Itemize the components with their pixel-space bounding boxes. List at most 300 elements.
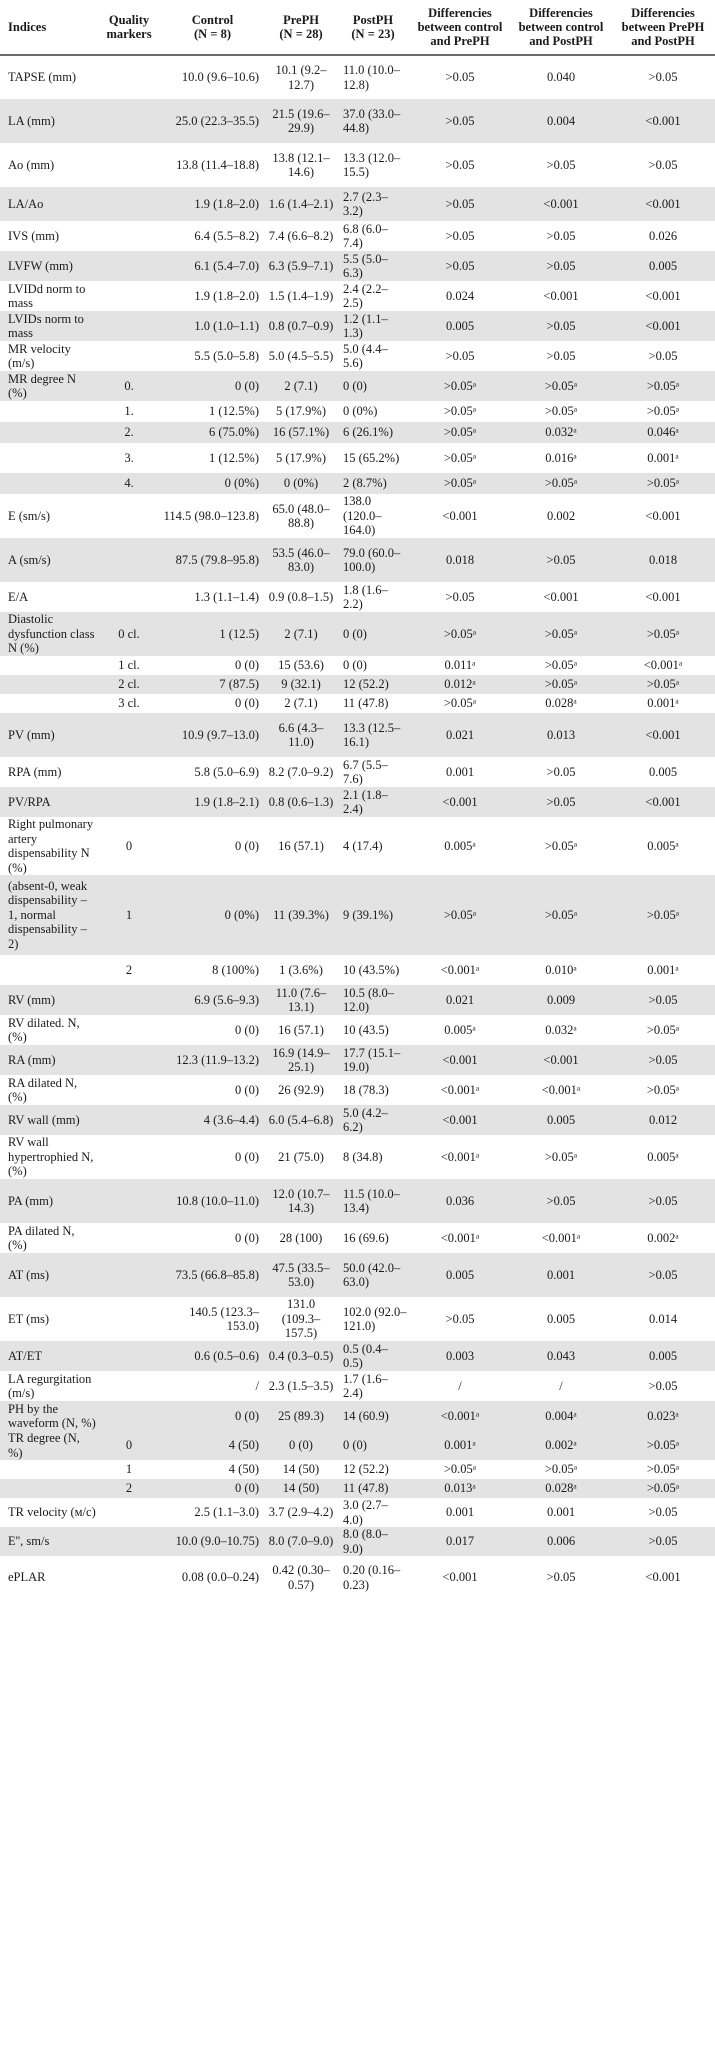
row-preph-cell: 9 (32.1) — [281, 677, 321, 692]
row-quality-cell — [98, 1527, 160, 1556]
row-index-cell: RA (mm) — [8, 1052, 56, 1067]
row-preph-cell: 16 (57.1) — [278, 1022, 324, 1037]
table-row — [0, 1401, 715, 1431]
row-diff-control-postph-cell: 0.005 — [546, 1311, 576, 1326]
row-preph-cell: 0 (0) — [289, 1438, 313, 1453]
row-index-cell — [0, 443, 98, 473]
row-diff-preph-postph-cell: <0.001 — [645, 113, 681, 128]
row-preph-cell: 0.9 (0.8–1.5) — [268, 589, 334, 604]
row-diff-control-preph-cell: 0.024 — [445, 288, 475, 303]
row-diff-preph-postph-cell: <0.001 — [645, 794, 681, 809]
table-row — [0, 1297, 715, 1341]
row-diff-preph-postph-cell: 0.012 — [648, 1112, 678, 1127]
table-row — [0, 311, 715, 341]
row-postph-cell: 37.0 (33.0–44.8) — [343, 106, 401, 135]
row-preph-cell: 131.0 (109.3–157.5) — [281, 1297, 321, 1341]
row-quality-cell: 2 — [125, 1481, 133, 1496]
row-diff-control-postph-cell: 0.032ᵃ — [545, 425, 577, 440]
row-diff-preph-postph-cell: >0.05ᵃ — [646, 907, 680, 922]
row-diff-preph-postph-cell: >0.05ᵃ — [646, 404, 680, 419]
row-diff-control-postph-cell: <0.001 — [543, 196, 579, 211]
row-quality-cell: 3 cl. — [118, 696, 140, 711]
row-quality-cell — [98, 757, 160, 787]
row-diff-control-preph-cell: 0.036 — [445, 1193, 475, 1208]
row-quality-cell — [98, 1179, 160, 1223]
row-postph-cell: 6.8 (6.0–7.4) — [343, 221, 388, 250]
row-control-cell: 0.6 (0.5–0.6) — [194, 1348, 259, 1363]
row-index-cell: LVIDd norm to mass — [8, 281, 86, 310]
header-preph — [265, 0, 337, 55]
row-diff-control-postph-cell: >0.05ᵃ — [544, 378, 578, 393]
row-postph-cell: 10 (43.5%) — [343, 962, 400, 977]
row-preph-cell: 1.6 (1.4–2.1) — [268, 196, 334, 211]
row-index-cell: LVIDs norm to mass — [8, 311, 84, 340]
table-row — [0, 221, 715, 251]
row-diff-control-preph-cell: <0.001ᵃ — [440, 1408, 480, 1423]
row-quality-cell — [98, 311, 160, 341]
row-quality-cell: 4. — [124, 476, 134, 491]
row-diff-control-preph-cell: >0.05 — [445, 70, 475, 85]
row-diff-control-preph-cell: <0.001ᵃ — [440, 1082, 480, 1097]
row-diff-control-preph-cell: >0.05ᵃ — [443, 378, 477, 393]
row-postph-cell: 0 (0) — [343, 658, 367, 673]
row-diff-preph-postph-cell: >0.05 — [648, 348, 678, 363]
row-preph-cell: 47.5 (33.5–53.0) — [272, 1260, 330, 1289]
row-quality-cell — [98, 1371, 160, 1401]
row-diff-control-preph-cell: <0.001 — [442, 794, 478, 809]
row-diff-control-postph-cell: <0.001 — [543, 1052, 579, 1067]
row-index-cell: PA dilated N, (%) — [8, 1223, 75, 1252]
row-diff-preph-postph-cell: 0.005 — [648, 764, 678, 779]
row-index-cell — [0, 1460, 98, 1479]
row-postph-cell: 2.1 (1.8–2.4) — [343, 787, 388, 816]
row-diff-control-preph-cell: >0.05 — [445, 228, 475, 243]
table-row — [0, 341, 715, 371]
table-row — [0, 757, 715, 787]
table-row — [0, 1479, 715, 1498]
row-postph-cell: 11.0 (10.0–12.8) — [343, 63, 400, 92]
row-control-cell: 1 (12.5%) — [209, 450, 259, 465]
row-quality-cell — [98, 713, 160, 757]
row-diff-control-postph-cell: 0.032ᵃ — [545, 1022, 577, 1037]
row-quality-cell — [98, 1045, 160, 1075]
table-row — [0, 713, 715, 757]
row-diff-control-preph-cell: 0.021 — [445, 992, 475, 1007]
row-control-cell: 0 (0) — [235, 658, 259, 673]
row-diff-preph-postph-cell: >0.05 — [648, 1505, 678, 1520]
row-diff-preph-postph-cell: >0.05ᵃ — [646, 677, 680, 692]
row-index-cell: RV wall hypertrophied N, (%) — [8, 1135, 94, 1179]
row-diff-control-postph-cell: >0.05ᵃ — [544, 1149, 578, 1164]
row-index-cell: IVS (mm) — [8, 228, 60, 243]
row-index-cell — [0, 473, 98, 494]
row-control-cell: 10.9 (9.7–13.0) — [181, 727, 259, 742]
row-quality-cell — [98, 538, 160, 582]
row-preph-cell: 21.5 (19.6–29.9) — [272, 106, 330, 135]
table-row — [0, 694, 715, 713]
row-postph-cell: 11 (47.8) — [343, 1481, 389, 1496]
row-diff-control-postph-cell: >0.05 — [546, 157, 576, 172]
row-index-cell: LA regurgitation (m/s) — [8, 1371, 92, 1400]
row-diff-control-preph-cell: 0.003 — [445, 1348, 475, 1363]
header-control-n: (N = 8) — [194, 27, 231, 41]
row-diff-control-postph-cell: <0.001ᵃ — [541, 1082, 581, 1097]
row-preph-cell: 12.0 (10.7–14.3) — [272, 1186, 330, 1215]
row-diff-control-preph-cell: 0.011ᵃ — [444, 658, 476, 673]
row-diff-preph-postph-cell: <0.001 — [645, 196, 681, 211]
row-preph-cell: 13.8 (12.1–14.6) — [272, 150, 330, 179]
row-quality-cell — [98, 1253, 160, 1297]
row-preph-cell: 3.7 (2.9–4.2) — [268, 1505, 334, 1520]
row-diff-control-preph-cell: >0.05 — [445, 348, 475, 363]
row-postph-cell: 10.5 (8.0–12.0) — [343, 985, 395, 1014]
row-diff-control-postph-cell: 0.004 — [546, 113, 576, 128]
row-diff-preph-postph-cell: 0.001ᵃ — [647, 696, 679, 711]
table-row — [0, 675, 715, 694]
row-diff-preph-postph-cell: <0.001ᵃ — [643, 658, 683, 673]
table-row — [0, 612, 715, 656]
row-preph-cell: 16.9 (14.9–25.1) — [272, 1045, 330, 1074]
row-quality-cell — [98, 55, 160, 99]
row-diff-preph-postph-cell: 0.026 — [648, 228, 678, 243]
row-diff-control-preph-cell: >0.05 — [445, 258, 475, 273]
row-diff-control-postph-cell: >0.05 — [546, 794, 576, 809]
row-diff-control-preph-cell: 0.005 — [445, 318, 475, 333]
row-control-cell: 10.8 (10.0–11.0) — [176, 1193, 259, 1208]
row-preph-cell: 6.6 (4.3–11.0) — [278, 720, 324, 749]
row-control-cell: 0 (0) — [235, 1408, 259, 1423]
row-quality-cell: 0 cl. — [118, 626, 140, 641]
table-row — [0, 1135, 715, 1179]
row-preph-cell: 0.42 (0.30–0.57) — [272, 1563, 330, 1592]
row-postph-cell: 5.5 (5.0–6.3) — [343, 251, 388, 280]
row-preph-cell: 6.3 (5.9–7.1) — [268, 258, 334, 273]
row-diff-preph-postph-cell: >0.05ᵃ — [646, 1022, 680, 1037]
row-control-cell: 13.8 (11.4–18.8) — [176, 157, 259, 172]
row-control-cell: 0 (0%) — [224, 907, 259, 922]
row-diff-control-postph-cell: / — [559, 1378, 563, 1393]
row-diff-control-postph-cell: >0.05 — [546, 318, 576, 333]
row-postph-cell: 0.5 (0.4–0.5) — [343, 1341, 388, 1370]
row-control-cell: 4 (50) — [228, 1462, 259, 1477]
row-diff-control-preph-cell: <0.001 — [442, 1112, 478, 1127]
row-diff-preph-postph-cell: >0.05ᵃ — [646, 1481, 680, 1496]
row-diff-preph-postph-cell: >0.05ᵃ — [646, 476, 680, 491]
row-diff-control-preph-cell: >0.05ᵃ — [443, 450, 477, 465]
row-postph-cell: 11.5 (10.0–13.4) — [343, 1186, 400, 1215]
table-row — [0, 538, 715, 582]
row-quality-cell — [98, 1075, 160, 1105]
row-diff-control-postph-cell: >0.05ᵃ — [544, 677, 578, 692]
row-quality-cell — [98, 1297, 160, 1341]
row-diff-preph-postph-cell: >0.05ᵃ — [646, 378, 680, 393]
row-diff-control-postph-cell: 0.028ᵃ — [545, 1481, 577, 1496]
row-preph-cell: 6.0 (5.4–6.8) — [268, 1112, 334, 1127]
row-control-cell: 87.5 (79.8–95.8) — [175, 552, 259, 567]
row-quality-cell: 1 — [125, 1462, 133, 1477]
row-postph-cell: 1.8 (1.6–2.2) — [343, 582, 388, 611]
row-index-cell: ePLAR — [8, 1570, 46, 1585]
row-index-cell: E/A — [8, 589, 29, 604]
row-postph-cell: 14 (60.9) — [343, 1408, 389, 1423]
table-row — [0, 875, 715, 955]
row-index-cell: PA (mm) — [8, 1193, 54, 1208]
row-preph-cell: 5 (17.9%) — [276, 404, 326, 419]
table-row — [0, 443, 715, 473]
row-diff-control-postph-cell: 0.002ᵃ — [545, 1438, 577, 1453]
table-row — [0, 143, 715, 187]
row-index-cell: ET (ms) — [8, 1311, 50, 1326]
row-diff-control-postph-cell: >0.05ᵃ — [544, 1462, 578, 1477]
row-preph-cell: 21 (75.0) — [278, 1149, 324, 1164]
row-diff-preph-postph-cell: <0.001 — [645, 318, 681, 333]
row-diff-control-postph-cell: 0.009 — [546, 992, 576, 1007]
row-index-cell — [0, 656, 98, 675]
row-postph-cell: 6 (26.1%) — [343, 425, 393, 440]
row-index-cell: TR degree (N, %) — [8, 1431, 80, 1460]
row-diff-control-preph-cell: 0.013ᵃ — [444, 1481, 476, 1496]
row-diff-control-preph-cell: >0.05ᵃ — [443, 476, 477, 491]
row-diff-preph-postph-cell: 0.046ᵃ — [647, 425, 679, 440]
row-index-cell: AT (ms) — [8, 1267, 50, 1282]
row-diff-preph-postph-cell: >0.05 — [648, 1193, 678, 1208]
row-preph-cell: 1 (3.6%) — [279, 962, 323, 977]
header-quality: Quality markers — [106, 13, 152, 41]
row-control-cell: 0 (0) — [235, 1481, 259, 1496]
row-diff-preph-postph-cell: >0.05 — [648, 992, 678, 1007]
table-row — [0, 1015, 715, 1045]
row-index-cell: RV (mm) — [8, 992, 56, 1007]
table-row — [0, 281, 715, 311]
table-row — [0, 1045, 715, 1075]
row-index-cell: TAPSE (mm) — [8, 70, 77, 85]
row-postph-cell: 18 (78.3) — [343, 1082, 389, 1097]
row-diff-control-postph-cell: <0.001 — [543, 589, 579, 604]
row-postph-cell: 138.0 (120.0–164.0) — [343, 494, 382, 538]
row-diff-control-postph-cell: 0.043 — [546, 1348, 576, 1363]
row-postph-cell: 6.7 (5.5–7.6) — [343, 757, 388, 786]
row-control-cell: 1 (12.5) — [219, 626, 259, 641]
row-diff-preph-postph-cell: >0.05 — [648, 1534, 678, 1549]
row-postph-cell: 0 (0) — [343, 378, 367, 393]
row-quality-cell: 0 — [125, 838, 133, 853]
row-diff-preph-postph-cell: <0.001 — [645, 589, 681, 604]
row-index-cell: TR velocity (м/с) — [8, 1505, 96, 1520]
row-quality-cell — [98, 221, 160, 251]
row-quality-cell: 1 — [125, 907, 133, 922]
row-quality-cell: 2 — [125, 962, 133, 977]
row-diff-control-postph-cell: 0.013 — [546, 727, 576, 742]
row-control-cell: 7 (87.5) — [219, 677, 259, 692]
row-diff-control-preph-cell: <0.001ᵃ — [440, 1230, 480, 1245]
row-diff-control-preph-cell: >0.05 — [445, 157, 475, 172]
row-postph-cell: 8.0 (8.0–9.0) — [343, 1527, 388, 1556]
row-control-cell: 0 (0) — [235, 1230, 259, 1245]
row-index-cell: PV (mm) — [8, 727, 55, 742]
row-postph-cell: 13.3 (12.5–16.1) — [343, 720, 401, 749]
row-diff-control-preph-cell: >0.05ᵃ — [443, 696, 477, 711]
row-diff-control-preph-cell: <0.001 — [442, 1052, 478, 1067]
row-quality-cell — [98, 281, 160, 311]
row-postph-cell: 15 (65.2%) — [343, 450, 400, 465]
row-diff-control-postph-cell: 0.001 — [546, 1267, 576, 1282]
row-postph-cell: 1.7 (1.6–2.4) — [343, 1371, 388, 1400]
row-index-cell — [0, 1479, 98, 1498]
table-row — [0, 1460, 715, 1479]
row-diff-control-preph-cell: 0.005 — [445, 1267, 475, 1282]
row-postph-cell: 50.0 (42.0–63.0) — [343, 1260, 401, 1289]
row-diff-preph-postph-cell: >0.05 — [648, 157, 678, 172]
row-control-cell: 10.0 (9.6–10.6) — [181, 70, 259, 85]
row-quality-cell — [98, 1015, 160, 1045]
row-diff-control-postph-cell: <0.001ᵃ — [541, 1230, 581, 1245]
row-diff-preph-postph-cell: 0.005ᵃ — [647, 1149, 679, 1164]
row-index-cell: LA/Ao — [8, 196, 44, 211]
row-control-cell: 4 (3.6–4.4) — [203, 1112, 259, 1127]
row-index-cell — [0, 955, 98, 985]
row-postph-cell: 2.4 (2.2–2.5) — [343, 281, 388, 310]
row-diff-preph-postph-cell: 0.014 — [648, 1311, 678, 1326]
row-diff-control-postph-cell: >0.05ᵃ — [544, 838, 578, 853]
row-diff-control-postph-cell: >0.05 — [546, 258, 576, 273]
row-diff-control-preph-cell: 0.012ᵃ — [444, 677, 476, 692]
row-control-cell: 5.8 (5.0–6.9) — [194, 764, 259, 779]
row-postph-cell: 5.0 (4.2–6.2) — [343, 1105, 388, 1134]
row-postph-cell: 10 (43.5) — [343, 1022, 389, 1037]
row-quality-cell — [98, 787, 160, 817]
row-index-cell: Diastolic dysfunction class N (%) — [8, 612, 95, 656]
row-diff-preph-postph-cell: <0.001 — [645, 288, 681, 303]
row-preph-cell: 65.0 (48.0–88.8) — [272, 501, 330, 530]
row-quality-cell — [98, 494, 160, 538]
row-diff-control-preph-cell: 0.018 — [445, 552, 475, 567]
row-quality-cell — [98, 187, 160, 221]
row-preph-cell: 2 (7.1) — [284, 696, 318, 711]
row-preph-cell: 10.1 (9.2–12.7) — [275, 63, 327, 92]
row-preph-cell: 5.0 (4.5–5.5) — [268, 348, 334, 363]
table-row — [0, 1223, 715, 1253]
row-index-cell — [0, 401, 98, 422]
row-preph-cell: 14 (50) — [282, 1481, 320, 1496]
row-index-cell: PH by the waveform (N, %) — [8, 1401, 96, 1430]
row-quality-cell — [98, 1556, 160, 1599]
row-preph-cell: 0.8 (0.6–1.3) — [268, 794, 334, 809]
row-diff-control-postph-cell: >0.05 — [546, 1193, 576, 1208]
row-index-cell: MR velocity (m/s) — [8, 341, 71, 370]
row-control-cell: 6.4 (5.5–8.2) — [194, 228, 259, 243]
row-postph-cell: 9 (39.1%) — [343, 907, 393, 922]
row-diff-control-postph-cell: >0.05 — [546, 228, 576, 243]
row-diff-preph-postph-cell: 0.005 — [648, 1348, 678, 1363]
table-row — [0, 1371, 715, 1401]
row-diff-control-postph-cell: >0.05 — [546, 764, 576, 779]
row-preph-cell: 11.0 (7.6–13.1) — [275, 985, 327, 1014]
row-diff-control-preph-cell: >0.05ᵃ — [443, 404, 477, 419]
table-row — [0, 401, 715, 422]
row-postph-cell: 0 (0) — [343, 1438, 367, 1453]
row-diff-control-preph-cell: / — [458, 1378, 462, 1393]
row-postph-cell: 79.0 (60.0–100.0) — [343, 545, 401, 574]
row-quality-cell: 3. — [124, 450, 134, 465]
row-postph-cell: 4 (17.4) — [343, 838, 383, 853]
row-diff-preph-postph-cell: 0.001ᵃ — [647, 962, 679, 977]
row-preph-cell: 0.4 (0.3–0.5) — [268, 1348, 334, 1363]
row-control-cell: 6.9 (5.6–9.3) — [194, 992, 259, 1007]
row-diff-control-postph-cell: 0.005 — [546, 1112, 576, 1127]
header-indices: Indices — [8, 20, 47, 34]
row-preph-cell: 0.8 (0.7–0.9) — [268, 318, 334, 333]
row-preph-cell: 5 (17.9%) — [276, 450, 326, 465]
row-preph-cell: 53.5 (46.0–83.0) — [272, 545, 330, 574]
table-row — [0, 371, 715, 401]
row-control-cell: 10.0 (9.0–10.75) — [175, 1534, 259, 1549]
row-diff-control-preph-cell: >0.05 — [445, 196, 475, 211]
row-preph-cell: 11 (39.3%) — [273, 907, 329, 922]
table-row — [0, 1105, 715, 1135]
row-control-cell: 114.5 (98.0–123.8) — [163, 508, 259, 523]
row-quality-cell — [98, 143, 160, 187]
row-diff-control-postph-cell: >0.05ᵃ — [544, 404, 578, 419]
header-postph-label: PostPH — [352, 13, 394, 27]
row-postph-cell: 16 (69.6) — [343, 1230, 389, 1245]
row-control-cell: 0 (0) — [235, 378, 259, 393]
row-quality-cell: 1. — [124, 404, 134, 419]
row-diff-control-preph-cell: >0.05ᵃ — [443, 907, 477, 922]
header-preph-label: PrePH — [283, 13, 319, 27]
table-row — [0, 1253, 715, 1297]
row-postph-cell: 12 (52.2) — [343, 677, 389, 692]
row-control-cell: / — [255, 1378, 259, 1393]
row-diff-control-postph-cell: >0.05 — [546, 552, 576, 567]
table-row — [0, 1431, 715, 1460]
row-quality-cell — [98, 1401, 160, 1431]
row-control-cell: 0.08 (0.0–0.24) — [181, 1570, 259, 1585]
row-diff-control-preph-cell: 0.017 — [445, 1534, 475, 1549]
row-control-cell: 25.0 (22.3–35.5) — [175, 113, 259, 128]
table-row — [0, 1556, 715, 1599]
row-diff-control-postph-cell: <0.001 — [543, 288, 579, 303]
row-index-cell: AT/ET — [8, 1348, 43, 1363]
row-quality-cell — [98, 1498, 160, 1527]
row-control-cell: 73.5 (66.8–85.8) — [175, 1267, 259, 1282]
row-diff-control-preph-cell: <0.001ᵃ — [440, 962, 480, 977]
row-index-cell: RV wall (mm) — [8, 1112, 80, 1127]
row-preph-cell: 2.3 (1.5–3.5) — [268, 1378, 334, 1393]
row-control-cell: 1.3 (1.1–1.4) — [194, 589, 259, 604]
header-postph-n: (N = 23) — [351, 27, 395, 41]
row-control-cell: 8 (100%) — [212, 962, 259, 977]
row-preph-cell: 25 (89.3) — [278, 1408, 324, 1423]
table-row — [0, 1527, 715, 1556]
row-control-cell: 140.5 (123.3–153.0) — [189, 1304, 259, 1333]
table-row — [0, 1179, 715, 1223]
row-control-cell: 2.5 (1.1–3.0) — [194, 1505, 259, 1520]
row-diff-preph-postph-cell: <0.001 — [645, 727, 681, 742]
row-quality-cell — [98, 582, 160, 612]
row-diff-control-preph-cell: <0.001 — [442, 1570, 478, 1585]
table-row — [0, 1341, 715, 1371]
header-preph-n: (N = 28) — [279, 27, 323, 41]
row-preph-cell: 1.5 (1.4–1.9) — [268, 288, 334, 303]
row-index-cell: MR degree N (%) — [8, 371, 77, 400]
row-diff-preph-postph-cell: 0.023ᵃ — [647, 1408, 679, 1423]
row-index-cell — [0, 694, 98, 713]
header-diff-control-postph: Differencies between control and PostPH — [518, 6, 604, 48]
row-control-cell: 0 (0%) — [224, 476, 259, 491]
row-diff-control-preph-cell: 0.005ᵃ — [444, 1022, 476, 1037]
row-quality-cell: 0 — [125, 1438, 133, 1453]
row-control-cell: 1.0 (1.0–1.1) — [194, 318, 259, 333]
